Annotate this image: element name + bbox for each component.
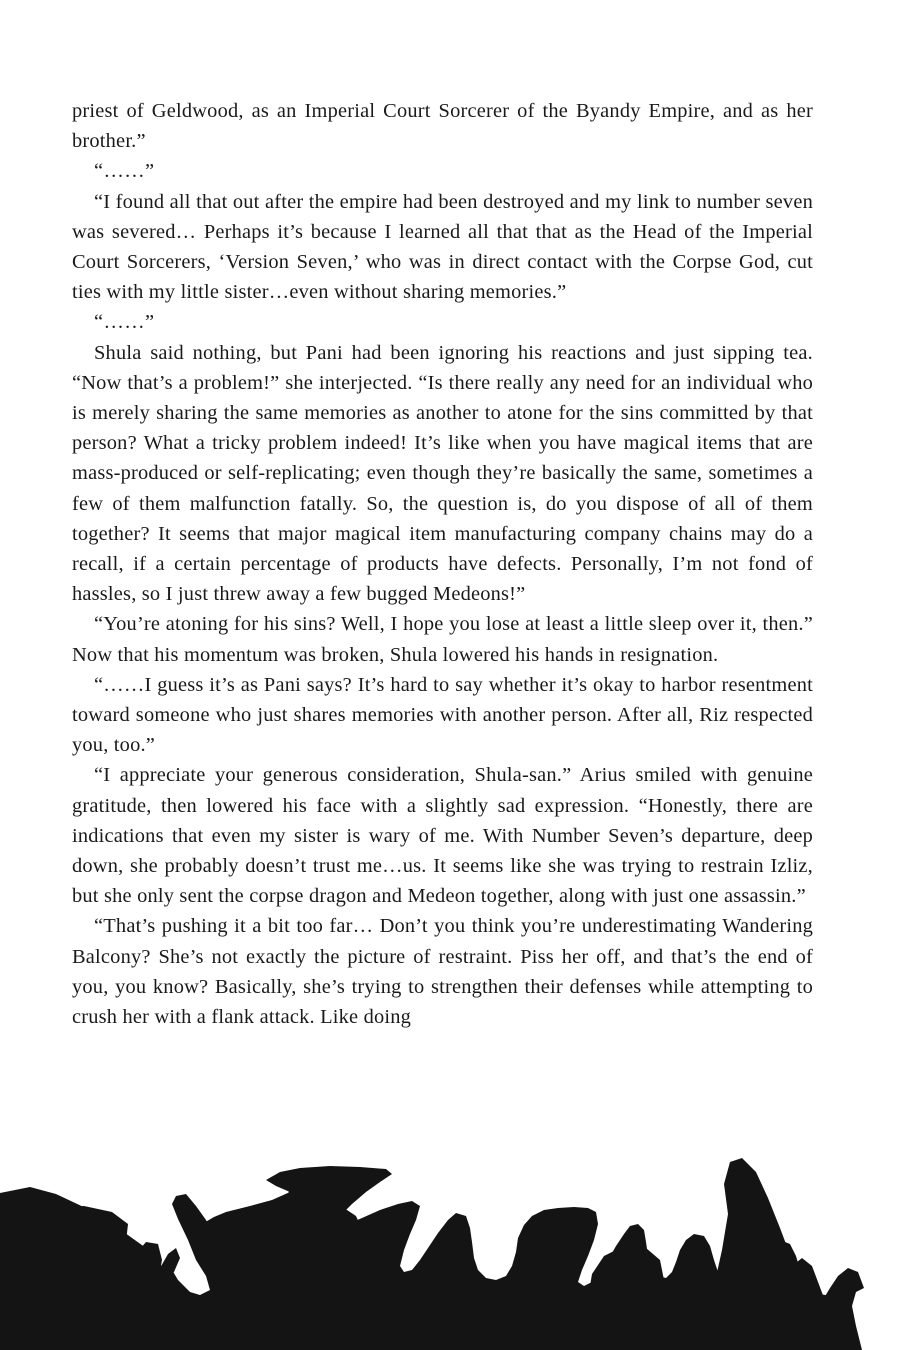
rubble-base-band [0, 1304, 852, 1350]
paragraph-ellipsis: “……” [94, 311, 155, 334]
rubble-plate-center [246, 1200, 364, 1350]
rubble-peaks-right [766, 1258, 870, 1350]
rubble-slab-left [0, 1206, 128, 1350]
rubble-mass-main [0, 1166, 862, 1350]
page-text-column [72, 96, 813, 1032]
rubble-block-midright [588, 1246, 664, 1350]
rubble-notch-left [160, 1248, 180, 1280]
rubble-spire-right [700, 1158, 820, 1350]
paragraph: “……I guess it’s as Pani says? It’s hard to say whether it’s okay to harbor resentment toward someone who just shares memories with another person. After all, Riz respected you, too.” [72, 673, 813, 757]
page-background-wedge [852, 1286, 900, 1350]
paragraph: priest of Geldwood, as an Imperial Court Sorcerer of the Byandy Empire, and as her brother.” [72, 100, 813, 153]
rubble-shard-left [96, 1242, 162, 1350]
rubble-spike-thin [288, 1178, 296, 1198]
jagged-rubble-silhouette-icon [0, 1120, 900, 1350]
paragraph: “You’re atoning for his sins? Well, I hope you lose at least a little sleep over it, then.” Now that his momentum was broken, Shula lowered his hands in resignation. [72, 613, 813, 666]
paragraph: “I found all that out after the empire had been destroyed and my link to number seven was severed… Perhaps it’s because I learned all that that as the Head of the Imperial Court Sorcerers, ‘Version Seven,’ who was in direct contact with the Corpse God, cut ties with my little sister…even without sharing memories.” [72, 190, 813, 304]
paragraph: “I appreciate your generous consideration, Shula-san.” Arius smiled with genuine gratitude, then lowered his face with a slightly sad expression. “Honestly, there are indications that even my sister is wary of me. With Number Seven’s departure, deep down, she probably doesn’t trust me…us. It seems like she was trying to restrain Izliz, but she only sent the corpse dragon and Medeon together, along with just one assassin.” [72, 764, 813, 908]
paragraph: Shula said nothing, but Pani had been ignoring his reactions and just sipping tea. “Now that’s a problem!” she interjected. “Is there really any need for an individual who is merely sharing the same memories as another to atone for the sins committed by that person? What a tricky problem indeed! It’s like when you have magical items that are mass-produced or self-replicating; even though they’re basically the same, sometimes a few of them malfunction fatally. So, the question is, do you dispose of all of them together? It seems that major magical item manufacturing company chains may do a recall, if a certain percentage of products have defects. Personally, I’m not fond of hassles, so I just threw away a few bugged Medeons!” [72, 341, 813, 606]
paragraph-ellipsis: “……” [94, 160, 155, 183]
paragraph: “That’s pushing it a bit too far… Don’t you think you’re underestimating Wandering Balcony? She’s not exactly the picture of restraint. Piss her off, and that’s the end of you, you know? Basically, she’s trying to strengthen their defenses while attempting to crush her with a flank attack. Like doing [72, 915, 813, 1029]
